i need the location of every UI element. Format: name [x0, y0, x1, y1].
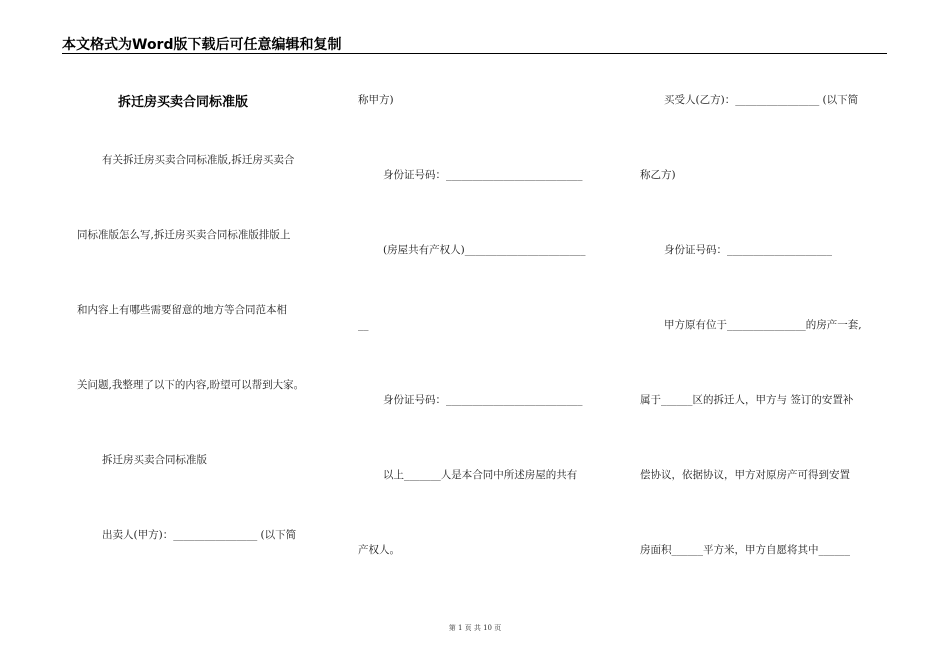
col3-line: 甲方原有位于_______________的房产一套,: [664, 319, 862, 331]
header-divider: [62, 53, 887, 54]
col3-line: 身份证号码：____________________: [664, 244, 832, 256]
col1-line: 拆迁房买卖合同标准版: [102, 454, 207, 466]
col1-line: 出卖人(甲方)：________________ (以下简: [102, 529, 297, 541]
col3-line: 属于______区的拆迁人，甲方与 签订的安置补: [640, 394, 854, 406]
col2-line: 以上_______人是本合同中所述房屋的共有: [383, 469, 578, 481]
page-header: 本文格式为Word版下载后可任意编辑和复制: [62, 37, 342, 53]
col3-line: 买受人(乙方)：________________ (以下简: [664, 94, 859, 106]
col3-line: 房面积______平方米，甲方自愿将其中______: [640, 544, 850, 556]
col1-line: 关问题,我整理了以下的内容,盼望可以帮到大家。: [77, 379, 305, 391]
col2-line: __: [358, 319, 369, 331]
col2-line: (房屋共有产权人)_______________________: [383, 244, 586, 256]
col2-line: 产权人。: [358, 544, 400, 556]
col2-line: 身份证号码：__________________________: [383, 169, 583, 181]
col3-line: 偿协议，依据协议，甲方对原房产可得到安置: [640, 469, 850, 481]
col1-line: 有关拆迁房买卖合同标准版,拆迁房买卖合: [102, 154, 295, 166]
col2-line: 称甲方): [358, 94, 394, 106]
page-number: 第 1 页 共 10 页: [448, 624, 502, 632]
col2-line: 身份证号码：__________________________: [383, 394, 583, 406]
document-title: 拆迁房买卖合同标准版: [118, 95, 249, 110]
col1-line: 和内容上有哪些需要留意的地方等合同范本相: [77, 304, 287, 316]
col1-line: 同标准版怎么写,拆迁房买卖合同标准版排版上: [77, 229, 291, 241]
col3-line: 称乙方): [640, 169, 676, 181]
